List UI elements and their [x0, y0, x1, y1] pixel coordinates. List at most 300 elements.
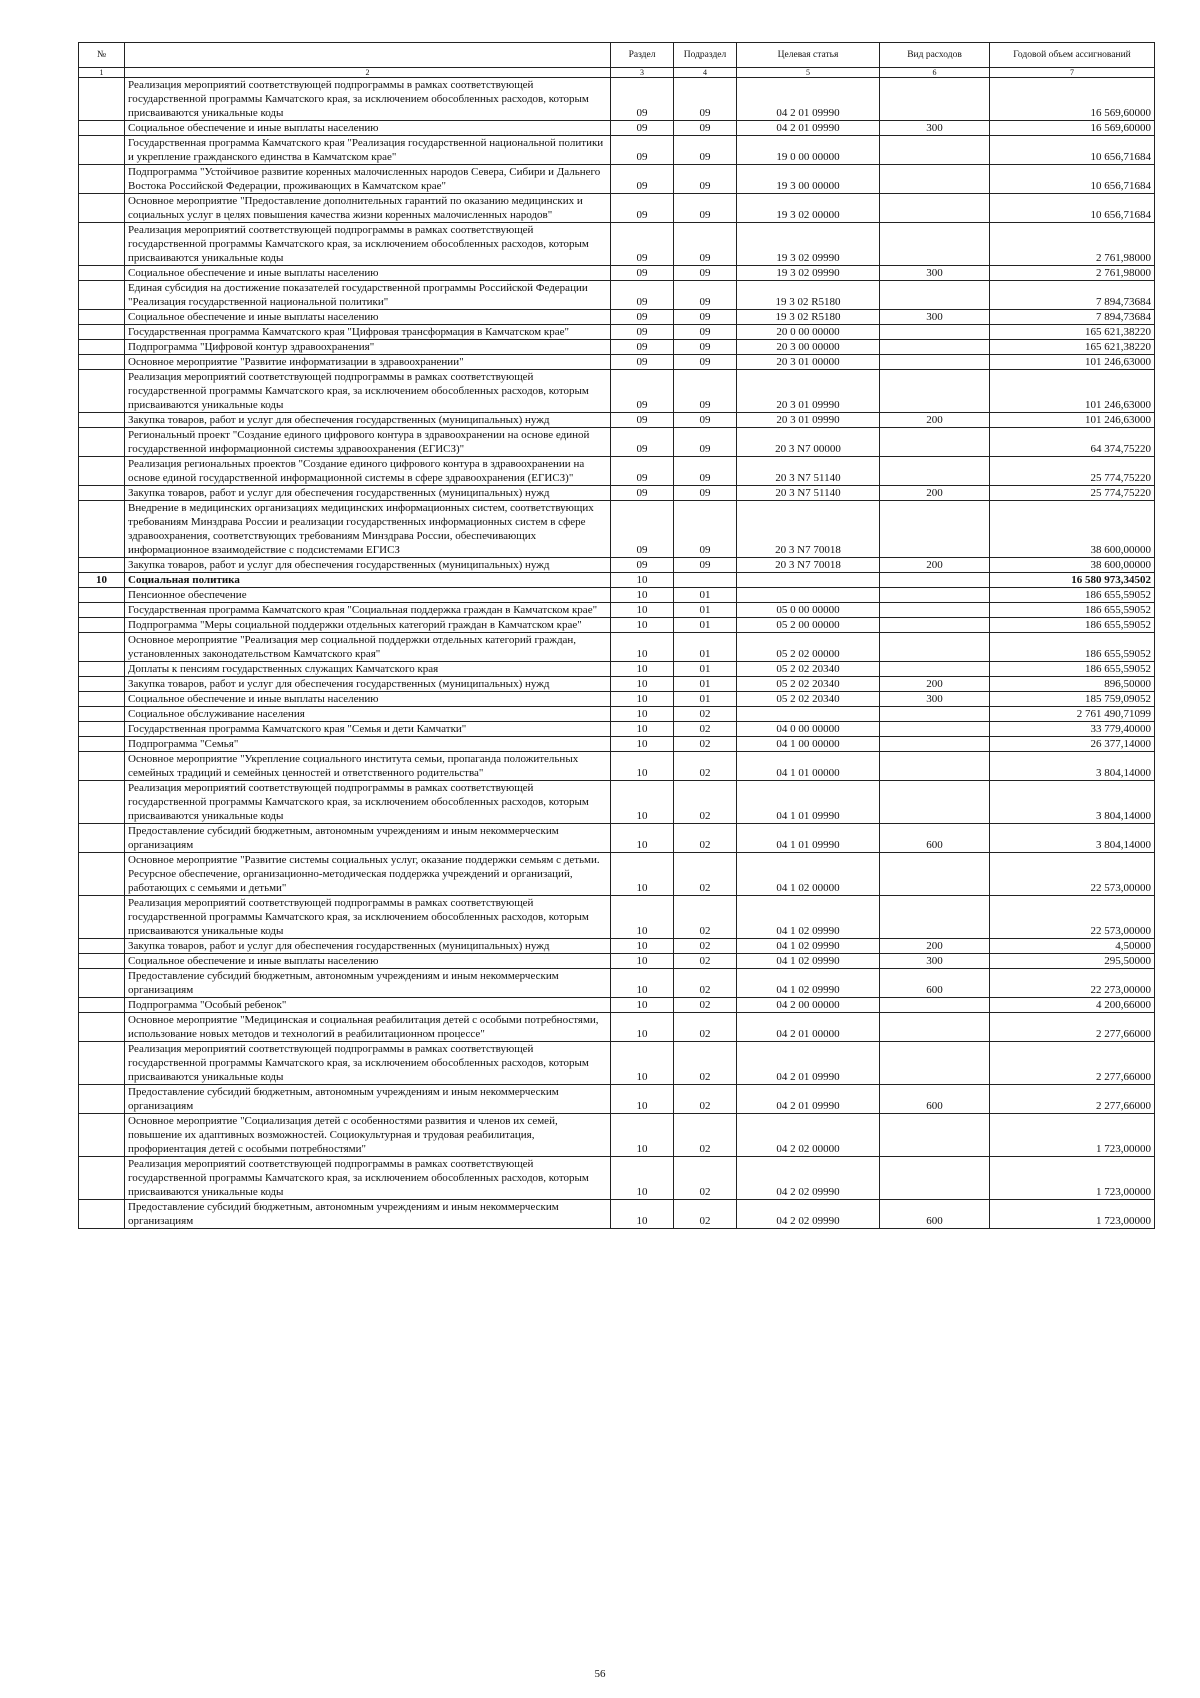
row-section: 09 — [611, 165, 674, 194]
row-subsection: 02 — [674, 781, 737, 824]
row-target-article: 04 2 00 00000 — [737, 998, 880, 1013]
row-expense-type — [880, 194, 990, 223]
column-number: 1 — [79, 68, 125, 78]
header-annual-amount: Годовой объем ассигнований — [990, 43, 1155, 68]
row-subsection: 02 — [674, 939, 737, 954]
row-section: 09 — [611, 413, 674, 428]
header-number: № — [79, 43, 125, 68]
column-number: 2 — [125, 68, 611, 78]
row-subsection: 02 — [674, 853, 737, 896]
row-number — [79, 781, 125, 824]
row-number — [79, 370, 125, 413]
row-amount: 7 894,73684 — [990, 310, 1155, 325]
row-number — [79, 618, 125, 633]
row-amount: 186 655,59052 — [990, 588, 1155, 603]
row-amount: 3 804,14000 — [990, 824, 1155, 853]
row-subsection: 09 — [674, 223, 737, 266]
row-target-article: 04 1 01 09990 — [737, 824, 880, 853]
row-section: 09 — [611, 370, 674, 413]
row-expense-type — [880, 136, 990, 165]
table-row — [79, 954, 1155, 969]
row-description: Подпрограмма "Особый ребенок" — [125, 998, 611, 1013]
row-subsection: 09 — [674, 370, 737, 413]
row-expense-type — [880, 737, 990, 752]
row-target-article: 04 2 02 00000 — [737, 1114, 880, 1157]
row-subsection: 02 — [674, 1200, 737, 1229]
row-amount: 186 655,59052 — [990, 662, 1155, 677]
row-number — [79, 662, 125, 677]
table-row — [79, 1013, 1155, 1042]
row-target-article: 20 3 01 00000 — [737, 355, 880, 370]
row-number — [79, 752, 125, 781]
row-section: 09 — [611, 194, 674, 223]
row-amount: 22 573,00000 — [990, 853, 1155, 896]
row-amount: 16 569,60000 — [990, 121, 1155, 136]
row-expense-type — [880, 1042, 990, 1085]
table-body — [79, 78, 1155, 1229]
row-target-article — [737, 707, 880, 722]
row-target-article: 20 3 01 09990 — [737, 413, 880, 428]
row-target-article: 20 3 01 09990 — [737, 370, 880, 413]
row-description: Закупка товаров, работ и услуг для обеспечения государственных (муниципальных) нужд — [125, 486, 611, 501]
row-expense-type: 600 — [880, 1200, 990, 1229]
row-expense-type — [880, 573, 990, 588]
row-section: 10 — [611, 853, 674, 896]
budget-table-sheet — [78, 42, 1154, 1229]
row-number — [79, 355, 125, 370]
row-section: 10 — [611, 737, 674, 752]
row-expense-type — [880, 662, 990, 677]
row-description: Подпрограмма "Меры социальной поддержки отдельных категорий граждан в Камчатском крае" — [125, 618, 611, 633]
table-row — [79, 194, 1155, 223]
row-description: Закупка товаров, работ и услуг для обеспечения государственных (муниципальных) нужд — [125, 677, 611, 692]
row-number — [79, 340, 125, 355]
row-amount: 896,50000 — [990, 677, 1155, 692]
table-row — [79, 692, 1155, 707]
row-target-article: 19 3 02 09990 — [737, 223, 880, 266]
table-row — [79, 486, 1155, 501]
column-number: 6 — [880, 68, 990, 78]
row-number — [79, 165, 125, 194]
row-section: 10 — [611, 781, 674, 824]
row-subsection: 09 — [674, 413, 737, 428]
row-amount: 38 600,00000 — [990, 558, 1155, 573]
row-description: Предоставление субсидий бюджетным, автономным учреждениям и иным некоммерческим организациям — [125, 1200, 611, 1229]
row-subsection: 09 — [674, 136, 737, 165]
row-amount: 101 246,63000 — [990, 370, 1155, 413]
row-subsection: 02 — [674, 1157, 737, 1200]
table-row — [79, 588, 1155, 603]
table-row — [79, 896, 1155, 939]
row-number — [79, 737, 125, 752]
row-description: Реализация мероприятий соответствующей подпрограммы в рамках соответствующей государственной программы Камчатского края, за исключением обособленных расходов, которым присваиваются уникальные коды — [125, 1157, 611, 1200]
row-description: Предоставление субсидий бюджетным, автономным учреждениям и иным некоммерческим организациям — [125, 824, 611, 853]
row-description: Основное мероприятие "Развитие информатизации в здравоохранении" — [125, 355, 611, 370]
row-description: Государственная программа Камчатского края "Реализация государственной национальной политики и укрепление гражданского единства в Камчатском крае" — [125, 136, 611, 165]
table-row — [79, 998, 1155, 1013]
row-section: 10 — [611, 707, 674, 722]
row-subsection: 02 — [674, 969, 737, 998]
row-target-article: 05 2 00 00000 — [737, 618, 880, 633]
row-section: 10 — [611, 969, 674, 998]
row-number — [79, 954, 125, 969]
row-expense-type: 200 — [880, 558, 990, 573]
row-section: 10 — [611, 1200, 674, 1229]
table-row — [79, 781, 1155, 824]
table-row — [79, 752, 1155, 781]
row-number — [79, 939, 125, 954]
row-description: Основное мероприятие "Развитие системы социальных услуг, оказание поддержки семьям с детьми. Ресурсное обеспечение, организационно-методическая поддержка учреждений и организаций, работающих с семьями и детьми" — [125, 853, 611, 896]
table-row — [79, 573, 1155, 588]
row-description: Пенсионное обеспечение — [125, 588, 611, 603]
row-section: 09 — [611, 78, 674, 121]
row-target-article: 04 2 01 09990 — [737, 78, 880, 121]
row-subsection: 02 — [674, 998, 737, 1013]
table-row — [79, 501, 1155, 558]
row-subsection: 02 — [674, 824, 737, 853]
table-row — [79, 603, 1155, 618]
column-number: 5 — [737, 68, 880, 78]
row-amount: 165 621,38220 — [990, 325, 1155, 340]
table-row — [79, 737, 1155, 752]
row-section: 09 — [611, 310, 674, 325]
row-amount: 186 655,59052 — [990, 603, 1155, 618]
row-number — [79, 677, 125, 692]
row-subsection: 09 — [674, 266, 737, 281]
page-number: 56 — [594, 1668, 606, 1680]
row-section: 10 — [611, 998, 674, 1013]
row-expense-type — [880, 722, 990, 737]
row-description: Реализация мероприятий соответствующей подпрограммы в рамках соответствующей государственной программы Камчатского края, за исключением обособленных расходов, которым присваиваются уникальные коды — [125, 78, 611, 121]
row-description: Предоставление субсидий бюджетным, автономным учреждениям и иным некоммерческим организациям — [125, 969, 611, 998]
row-expense-type: 600 — [880, 969, 990, 998]
row-expense-type — [880, 707, 990, 722]
row-section: 10 — [611, 1042, 674, 1085]
row-amount: 7 894,73684 — [990, 281, 1155, 310]
header-subsection: Подраздел — [674, 43, 737, 68]
row-subsection: 02 — [674, 1114, 737, 1157]
row-expense-type — [880, 78, 990, 121]
row-amount: 10 656,71684 — [990, 165, 1155, 194]
row-expense-type: 300 — [880, 266, 990, 281]
row-description: Подпрограмма "Семья" — [125, 737, 611, 752]
column-number-row — [79, 68, 1155, 78]
row-description: Социальное обеспечение и иные выплаты населению — [125, 954, 611, 969]
row-amount: 25 774,75220 — [990, 457, 1155, 486]
row-amount: 3 804,14000 — [990, 752, 1155, 781]
row-subsection: 01 — [674, 618, 737, 633]
budget-table — [78, 42, 1155, 1229]
row-amount: 101 246,63000 — [990, 413, 1155, 428]
row-description: Реализация мероприятий соответствующей подпрограммы в рамках соответствующей государственной программы Камчатского края, за исключением обособленных расходов, которым присваиваются уникальные коды — [125, 1042, 611, 1085]
row-amount: 186 655,59052 — [990, 618, 1155, 633]
row-number — [79, 633, 125, 662]
row-description: Социальное обеспечение и иные выплаты населению — [125, 121, 611, 136]
row-section: 10 — [611, 662, 674, 677]
row-expense-type: 300 — [880, 954, 990, 969]
row-subsection: 09 — [674, 558, 737, 573]
row-expense-type: 200 — [880, 413, 990, 428]
table-row — [79, 340, 1155, 355]
header-section: Раздел — [611, 43, 674, 68]
row-amount: 4,50000 — [990, 939, 1155, 954]
row-target-article: 20 0 00 00000 — [737, 325, 880, 340]
row-section: 09 — [611, 457, 674, 486]
table-row — [79, 78, 1155, 121]
row-section: 09 — [611, 223, 674, 266]
row-target-article: 19 3 00 00000 — [737, 165, 880, 194]
row-description: Закупка товаров, работ и услуг для обеспечения государственных (муниципальных) нужд — [125, 413, 611, 428]
row-section: 10 — [611, 692, 674, 707]
row-expense-type — [880, 370, 990, 413]
row-description: Социальная политика — [125, 573, 611, 588]
row-description: Реализация мероприятий соответствующей подпрограммы в рамках соответствующей государственной программы Камчатского края, за исключением обособленных расходов, которым присваиваются уникальные коды — [125, 370, 611, 413]
row-expense-type — [880, 1157, 990, 1200]
row-subsection: 09 — [674, 457, 737, 486]
row-expense-type — [880, 752, 990, 781]
table-row — [79, 662, 1155, 677]
row-target-article: 04 2 01 09990 — [737, 1085, 880, 1114]
row-subsection: 02 — [674, 722, 737, 737]
row-subsection: 01 — [674, 633, 737, 662]
row-expense-type — [880, 618, 990, 633]
row-subsection: 01 — [674, 603, 737, 618]
row-expense-type — [880, 633, 990, 662]
row-target-article: 04 1 02 00000 — [737, 853, 880, 896]
row-section: 10 — [611, 722, 674, 737]
row-section: 10 — [611, 588, 674, 603]
table-row — [79, 722, 1155, 737]
row-amount: 185 759,09052 — [990, 692, 1155, 707]
row-number — [79, 194, 125, 223]
row-target-article: 04 1 00 00000 — [737, 737, 880, 752]
table-row — [79, 281, 1155, 310]
table-row — [79, 853, 1155, 896]
row-number — [79, 266, 125, 281]
row-subsection: 02 — [674, 1042, 737, 1085]
row-description: Реализация региональных проектов "Создание единого цифрового контура в здравоохранении на основе единой государственной информационной системы в сфере здравоохранения (ЕГИСЗ)" — [125, 457, 611, 486]
table-row — [79, 1157, 1155, 1200]
table-row — [79, 121, 1155, 136]
row-amount: 165 621,38220 — [990, 340, 1155, 355]
row-expense-type — [880, 501, 990, 558]
row-expense-type: 600 — [880, 1085, 990, 1114]
row-section: 10 — [611, 1157, 674, 1200]
table-row — [79, 165, 1155, 194]
row-target-article: 04 2 02 09990 — [737, 1200, 880, 1229]
row-expense-type: 200 — [880, 939, 990, 954]
table-row — [79, 677, 1155, 692]
table-row — [79, 457, 1155, 486]
row-number — [79, 428, 125, 457]
row-description: Основное мероприятие "Медицинская и социальная реабилитация детей с особыми потребностями, использование новых методов и технологий в реабилитационном процессе" — [125, 1013, 611, 1042]
row-subsection: 09 — [674, 310, 737, 325]
row-amount: 64 374,75220 — [990, 428, 1155, 457]
column-number: 7 — [990, 68, 1155, 78]
row-amount: 16 569,60000 — [990, 78, 1155, 121]
row-description: Государственная программа Камчатского края "Социальная поддержка граждан в Камчатском крае" — [125, 603, 611, 618]
row-description: Подпрограмма "Цифровой контур здравоохранения" — [125, 340, 611, 355]
row-number — [79, 896, 125, 939]
table-row — [79, 1085, 1155, 1114]
row-number — [79, 558, 125, 573]
table-row — [79, 370, 1155, 413]
row-subsection: 02 — [674, 1085, 737, 1114]
row-expense-type — [880, 998, 990, 1013]
row-section: 10 — [611, 954, 674, 969]
row-target-article: 19 3 02 R5180 — [737, 310, 880, 325]
row-number — [79, 136, 125, 165]
row-amount: 295,50000 — [990, 954, 1155, 969]
row-expense-type — [880, 588, 990, 603]
row-expense-type — [880, 428, 990, 457]
row-number — [79, 486, 125, 501]
row-number — [79, 1114, 125, 1157]
row-expense-type — [880, 603, 990, 618]
row-section: 09 — [611, 558, 674, 573]
row-section: 10 — [611, 1114, 674, 1157]
row-section: 10 — [611, 677, 674, 692]
row-amount: 10 656,71684 — [990, 136, 1155, 165]
row-expense-type — [880, 781, 990, 824]
row-target-article: 04 2 01 09990 — [737, 1042, 880, 1085]
row-target-article: 20 3 N7 70018 — [737, 501, 880, 558]
row-number — [79, 853, 125, 896]
row-amount: 1 723,00000 — [990, 1114, 1155, 1157]
row-subsection: 09 — [674, 325, 737, 340]
table-row — [79, 633, 1155, 662]
row-target-article: 20 3 N7 00000 — [737, 428, 880, 457]
row-target-article: 20 3 N7 51140 — [737, 486, 880, 501]
row-number — [79, 1085, 125, 1114]
row-target-article: 04 1 02 09990 — [737, 939, 880, 954]
row-section: 10 — [611, 824, 674, 853]
row-number: 10 — [79, 573, 125, 588]
row-amount: 2 761,98000 — [990, 266, 1155, 281]
row-number — [79, 310, 125, 325]
row-subsection: 01 — [674, 677, 737, 692]
row-description: Социальное обеспечение и иные выплаты населению — [125, 310, 611, 325]
table-row — [79, 618, 1155, 633]
table-row — [79, 1114, 1155, 1157]
row-subsection: 02 — [674, 737, 737, 752]
row-target-article: 04 1 01 09990 — [737, 781, 880, 824]
row-target-article: 19 3 02 09990 — [737, 266, 880, 281]
row-target-article: 05 2 02 20340 — [737, 677, 880, 692]
row-amount: 2 277,66000 — [990, 1042, 1155, 1085]
row-section: 09 — [611, 121, 674, 136]
row-subsection: 09 — [674, 121, 737, 136]
row-subsection: 02 — [674, 954, 737, 969]
row-subsection: 09 — [674, 165, 737, 194]
row-subsection: 09 — [674, 355, 737, 370]
table-row — [79, 310, 1155, 325]
row-target-article: 19 3 02 R5180 — [737, 281, 880, 310]
table-row — [79, 428, 1155, 457]
row-amount: 16 580 973,34502 — [990, 573, 1155, 588]
row-subsection: 09 — [674, 194, 737, 223]
row-subsection: 09 — [674, 281, 737, 310]
row-expense-type: 300 — [880, 692, 990, 707]
row-expense-type — [880, 1114, 990, 1157]
row-section: 09 — [611, 355, 674, 370]
table-row — [79, 558, 1155, 573]
row-amount: 1 723,00000 — [990, 1200, 1155, 1229]
row-number — [79, 722, 125, 737]
row-amount: 22 273,00000 — [990, 969, 1155, 998]
row-expense-type — [880, 853, 990, 896]
row-target-article: 19 0 00 00000 — [737, 136, 880, 165]
row-description: Закупка товаров, работ и услуг для обеспечения государственных (муниципальных) нужд — [125, 558, 611, 573]
table-row — [79, 223, 1155, 266]
row-amount: 2 761 490,71099 — [990, 707, 1155, 722]
row-expense-type — [880, 1013, 990, 1042]
row-subsection: 02 — [674, 752, 737, 781]
row-expense-type — [880, 325, 990, 340]
row-target-article: 05 0 00 00000 — [737, 603, 880, 618]
table-row — [79, 1042, 1155, 1085]
row-target-article: 04 0 00 00000 — [737, 722, 880, 737]
row-subsection: 01 — [674, 662, 737, 677]
table-row — [79, 939, 1155, 954]
row-section: 10 — [611, 633, 674, 662]
row-expense-type — [880, 281, 990, 310]
row-subsection: 09 — [674, 486, 737, 501]
row-number — [79, 281, 125, 310]
row-section: 09 — [611, 486, 674, 501]
row-expense-type: 300 — [880, 121, 990, 136]
row-target-article: 04 1 02 09990 — [737, 896, 880, 939]
row-target-article: 20 3 00 00000 — [737, 340, 880, 355]
row-section: 09 — [611, 136, 674, 165]
row-description: Реализация мероприятий соответствующей подпрограммы в рамках соответствующей государственной программы Камчатского края, за исключением обособленных расходов, которым присваиваются уникальные коды — [125, 896, 611, 939]
row-amount: 22 573,00000 — [990, 896, 1155, 939]
row-section: 10 — [611, 603, 674, 618]
row-number — [79, 501, 125, 558]
row-description: Основное мероприятие "Реализация мер социальной поддержки отдельных категорий граждан, установленных законодательством Камчатского края" — [125, 633, 611, 662]
row-description: Социальное обслуживание населения — [125, 707, 611, 722]
row-target-article: 05 2 02 20340 — [737, 692, 880, 707]
row-subsection: 09 — [674, 428, 737, 457]
row-description: Социальное обеспечение и иные выплаты населению — [125, 692, 611, 707]
row-amount: 10 656,71684 — [990, 194, 1155, 223]
row-description: Доплаты к пенсиям государственных служащих Камчатского края — [125, 662, 611, 677]
row-amount: 1 723,00000 — [990, 1157, 1155, 1200]
row-number — [79, 223, 125, 266]
row-amount: 38 600,00000 — [990, 501, 1155, 558]
row-section: 09 — [611, 281, 674, 310]
row-target-article: 04 1 01 00000 — [737, 752, 880, 781]
row-number — [79, 969, 125, 998]
table-row — [79, 266, 1155, 281]
row-subsection: 09 — [674, 78, 737, 121]
table-row — [79, 707, 1155, 722]
table-row — [79, 413, 1155, 428]
row-number — [79, 603, 125, 618]
column-number: 4 — [674, 68, 737, 78]
row-subsection: 01 — [674, 588, 737, 603]
row-amount: 186 655,59052 — [990, 633, 1155, 662]
row-expense-type — [880, 165, 990, 194]
row-expense-type: 200 — [880, 677, 990, 692]
row-amount: 4 200,66000 — [990, 998, 1155, 1013]
row-section: 10 — [611, 573, 674, 588]
row-section: 10 — [611, 896, 674, 939]
row-section: 10 — [611, 1013, 674, 1042]
row-number — [79, 457, 125, 486]
row-target-article: 04 2 02 09990 — [737, 1157, 880, 1200]
table-row — [79, 824, 1155, 853]
